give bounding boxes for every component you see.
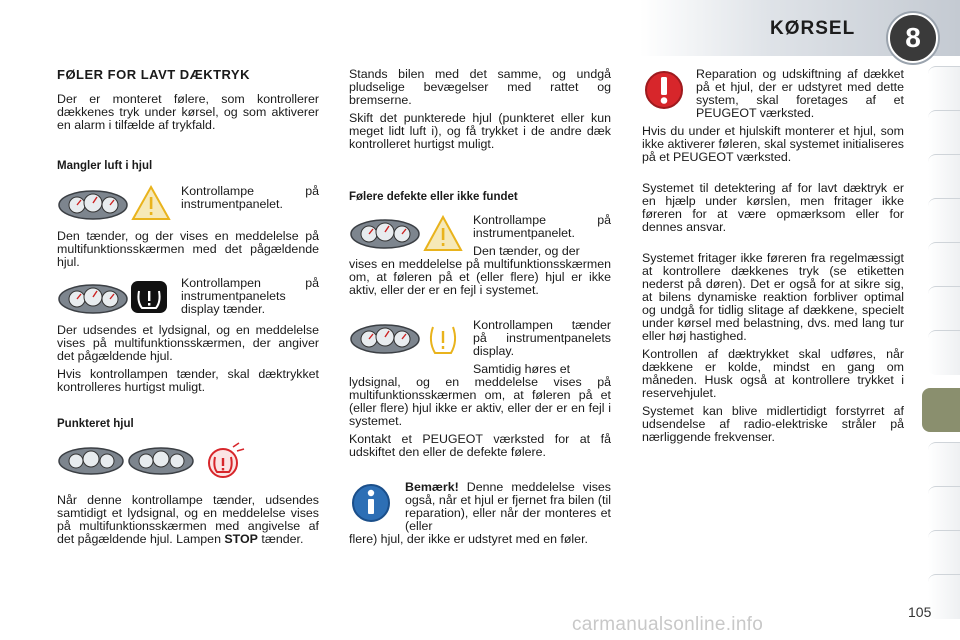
lamp-text: Kontrollampe på instrumentpanelet. — [473, 213, 611, 240]
lamp-text: Kontrollampe på instrumentpanelet. — [181, 184, 319, 211]
column-2 — [349, 68, 611, 551]
warning-exclamation-icon — [642, 68, 690, 119]
column-1 — [57, 68, 319, 551]
chapter-tab[interactable] — [928, 330, 960, 375]
warning-text: Reparation og udskiftning af dækket på et hjul, der er udstyret med dette system, skal foretages af et PEUGEOT værksted. — [696, 67, 904, 120]
punctured-wheel-icons — [57, 441, 319, 484]
instrument-cluster-tpms-outline-icon — [349, 319, 467, 362]
lamp-text: Kontrollampen på instrumentpanelets display tænder. — [181, 276, 319, 316]
paragraph: Kontrollen af dæktrykket skal udføres, når dækkene er kolde, mindst en gang om måneden. Husk også at kontrollere trykket i reservehjulet. — [642, 347, 904, 400]
info-icon — [349, 481, 393, 528]
column-3 — [642, 68, 904, 449]
watermark: carmanualsonline.info — [572, 614, 764, 635]
chapter-tab[interactable] — [928, 242, 960, 287]
lamp-description-start: Den tænder, og der — [473, 244, 580, 258]
note-text: Denne meddelelse vises også, når et hjul er fjernet fra bilen (til reparation), eller når der monteres et (eller — [405, 480, 611, 533]
chapter-tab[interactable] — [928, 486, 960, 531]
lamp-note: Hvis kontrollampen tænder, skal dæktrykket kontrolleres hurtigst muligt. — [57, 367, 319, 394]
section-title: FØLER FOR LAVT DÆKTRYK — [57, 67, 250, 82]
note-label: Bemærk! — [405, 480, 459, 494]
chapter-tab[interactable] — [928, 574, 960, 619]
chapter-tab-active[interactable] — [922, 388, 960, 432]
heading-sensors-defective: Følere defekte eller ikke fundet — [349, 191, 518, 203]
chapter-tabs — [928, 66, 960, 626]
paragraph: Systemet til detektering af for lavt dæktryk er en hjælp under kørslen, men fritager ikke føreren for at være opmærksom eller for dennes ansvar. — [642, 181, 904, 234]
chapter-tab[interactable] — [928, 286, 960, 331]
lamp-description: vises en meddelelse på multifunktionsskærmen om, at føleren på et (eller flere) hjul er ikke aktiv, eller der er en fejl i systemet. — [349, 257, 611, 297]
punct-desc: Når denne kontrollampe tænder, udsendes samtidigt et lydsignal, og en meddelelse vises på multifunktionsskærmen med angivelse af det pågældende hjul. Lampen — [57, 493, 319, 546]
chapter-tab[interactable] — [928, 110, 960, 155]
chapter-tab[interactable] — [928, 530, 960, 575]
contact-workshop: Kontakt et PEUGEOT værksted for at få udskiftet den eller de defekte følere. — [349, 432, 611, 459]
punctured-wheel-description — [57, 494, 319, 546]
instrument-cluster-tpms-icon — [57, 277, 175, 320]
chapter-tab[interactable] — [928, 154, 960, 199]
note-paragraph — [405, 481, 611, 533]
paragraph: Stands bilen med det samme, og undgå pludselige bevægelser med rattet og bremserne. — [349, 67, 611, 107]
lamp-description: Der udsendes et lydsignal, og en meddelelse vises på multifunktionsskærmen, der angiver det pågældende hjul. — [57, 323, 319, 363]
instrument-cluster-triangle-icon — [349, 214, 467, 257]
chapter-tab[interactable] — [928, 66, 960, 111]
lamp-description: lydsignal, og en meddelelse vises på multifunktionsskærmen om, at føleren på et (eller flere) hjul ikke er aktiv, eller der er en fejl i systemet. — [349, 375, 611, 428]
punct-end: tænder. — [261, 532, 304, 546]
instrument-cluster-triangle-icon — [57, 183, 175, 226]
page-number: 105 — [908, 604, 932, 620]
chapter-tab[interactable] — [928, 198, 960, 243]
chapter-tab[interactable] — [928, 442, 960, 487]
heading-punctured-wheel: Punkteret hjul — [57, 418, 134, 430]
paragraph: Hvis du under et hjulskift monterer et hjul, som ikke aktiverer føleren, skal systemet initialiseres på et PEUGEOT værksted. — [642, 124, 904, 164]
paragraph: Systemet fritager ikke føreren fra regelmæssigt at kontrollere dækkenes tryk (se etiketten nederst på døren). Det er også for at sikre sig, at bilens dynamiske reaktion forbliver optimal og undgå for tidlig slitage af dækkene, specielt under kørsel med belastning, dvs. med lang tur eller høj hastighed. — [642, 251, 904, 343]
lamp-description-start: Samtidig høres et — [473, 362, 571, 376]
paragraph: Skift det punkterede hjul (punkteret eller kun meget lidt luft i), og få trykket i de andre dæk kontrolleret hurtigst muligt. — [349, 111, 611, 151]
chapter-title: KØRSEL — [770, 18, 856, 39]
note-continued: flere) hjul, der ikke er udstyret med en føler. — [349, 532, 588, 546]
intro-paragraph: Der er monteret følere, som kontrollerer dækkenes tryk under kørsel, og som aktiverer en alarm i tilfælde af trykfald. — [57, 92, 319, 132]
lamp-text: Kontrollampen tænder på instrumentpanelets display. — [473, 318, 611, 358]
chapter-number-badge: 8 — [888, 13, 938, 63]
lamp-description: Den tænder, og der vises en meddelelse på multifunktionsskærmen med det pågældende hjul. — [57, 229, 319, 269]
heading-missing-air: Mangler luft i hjul — [57, 160, 153, 172]
stop-label: STOP — [224, 532, 258, 546]
paragraph: Systemet kan blive midlertidigt forstyrret af udsendelse af radio-elektriske stråler på nærliggende frekvenser. — [642, 404, 904, 444]
